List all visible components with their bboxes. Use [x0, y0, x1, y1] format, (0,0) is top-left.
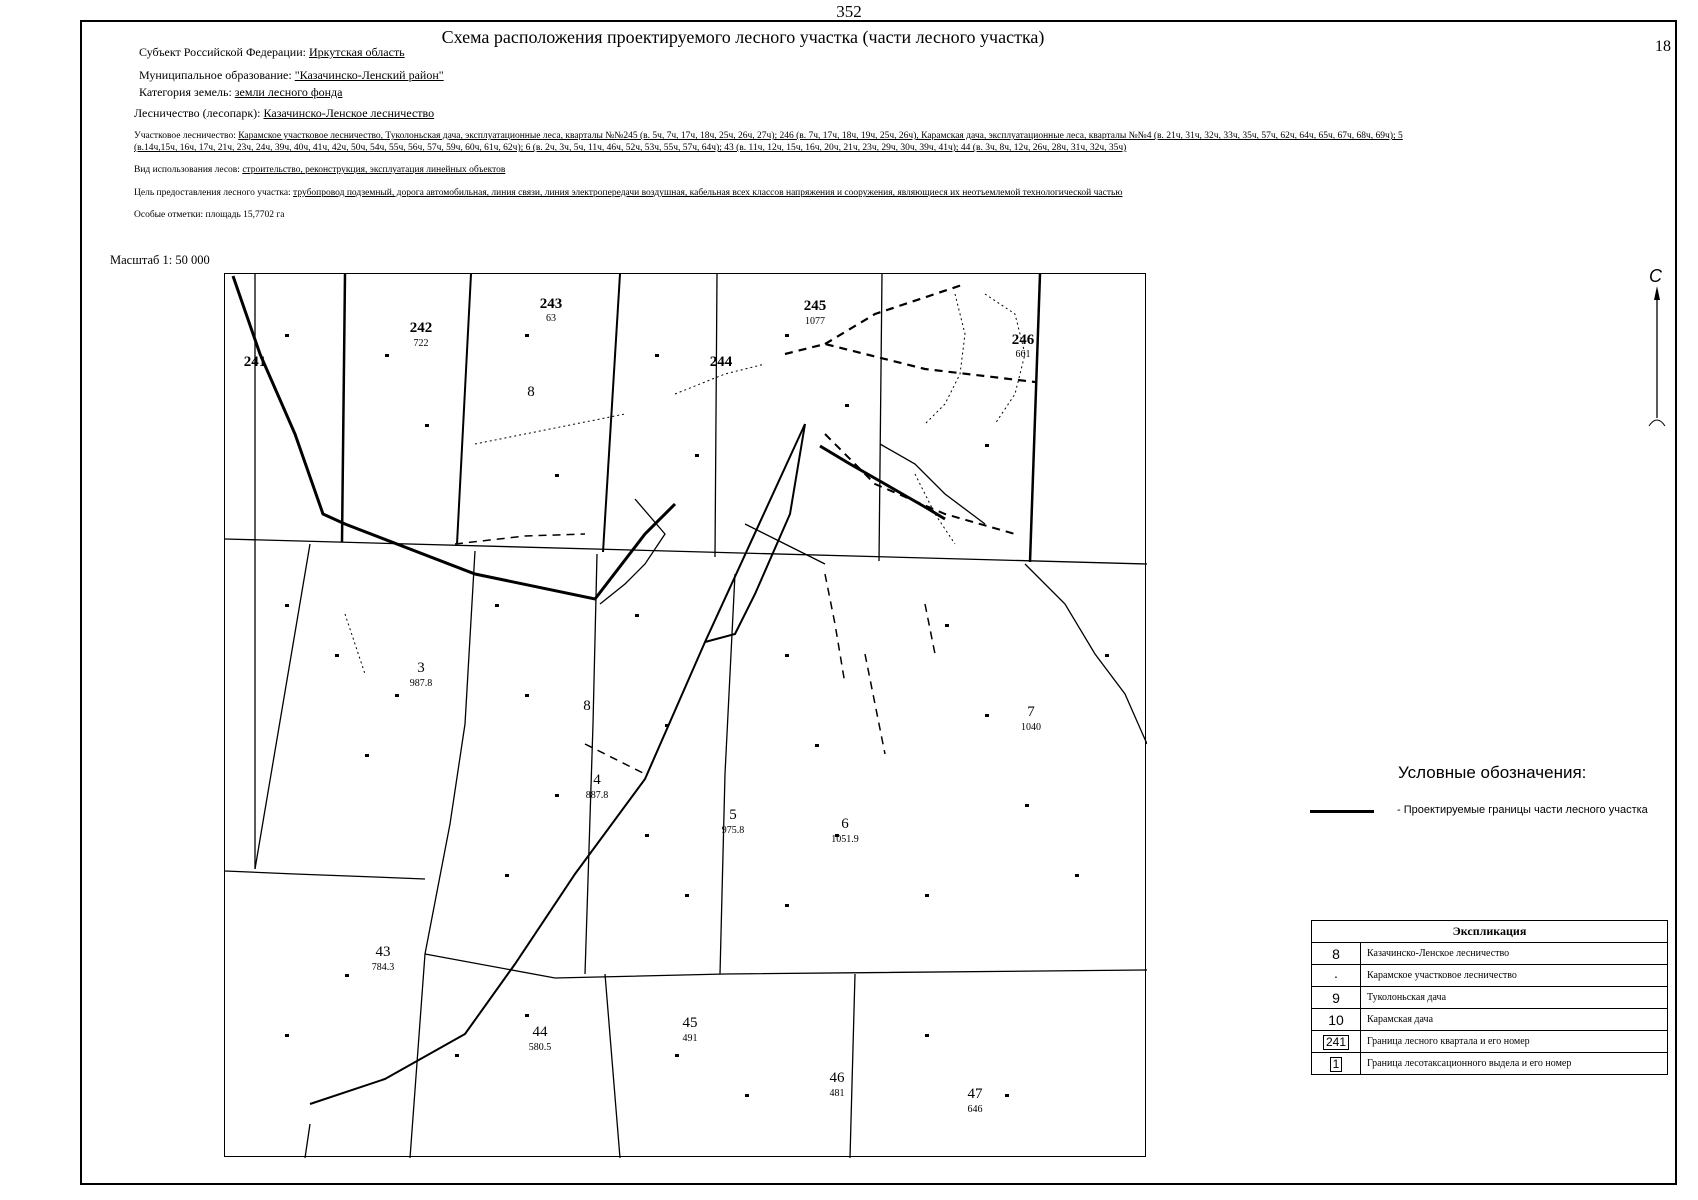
explication-row: [1312, 1031, 1668, 1053]
label-q3: 3: [417, 660, 425, 676]
label-q47: 47: [967, 1086, 983, 1102]
municipal-row: [139, 68, 444, 83]
boundary-row-45: [425, 954, 1147, 978]
legend-title: Условные обозначения:: [1398, 763, 1587, 782]
explication-code: ·: [1312, 965, 1361, 987]
explication-row: [1312, 943, 1668, 965]
map-labels: [244, 296, 1041, 1115]
boundary-horizontal-bottom-dummy: [225, 871, 1147, 971]
label-q243: 243: [539, 296, 563, 312]
dashed-boundaries: [455, 284, 1035, 774]
boundary-45-46: [605, 974, 620, 1158]
label-q4a: 887.8: [585, 790, 609, 801]
explication-text: Граница лесного квартала и его номер: [1361, 1031, 1668, 1053]
land-category-label: Категория земель:: [139, 85, 232, 99]
explication-title: Экспликация: [1312, 921, 1668, 943]
label-q45: 45: [682, 1015, 698, 1031]
boundary-horizontal-mid: [225, 539, 1147, 564]
label-q6a: 1051.9: [831, 834, 859, 845]
label-q46: 46: [829, 1070, 845, 1086]
map-svg: [225, 274, 1147, 1158]
sheet-number: 18: [1655, 38, 1671, 55]
land-category-row: [139, 85, 342, 100]
use-row: [134, 165, 505, 175]
label-q44: 44: [532, 1024, 548, 1040]
district-label: Участковое лесничество:: [134, 131, 236, 141]
label-d8: 8: [583, 698, 591, 714]
explication-code-cell: [1312, 1053, 1361, 1075]
label-q245a: 1077: [805, 316, 825, 327]
district-row-1: [134, 131, 1403, 141]
label-q47a: 646: [967, 1104, 983, 1115]
subject-row: [139, 45, 405, 60]
explication-row: [1312, 1009, 1668, 1031]
label-q244: 244: [709, 354, 733, 370]
use-label: Вид использования лесов:: [134, 165, 240, 175]
purpose-value: трубопровод подземный, дорога автомобильная, линия связи, линия электропередачи воздушная, кабельная всех классов напряжения и сооружения, являющиеся их неотъемлемой технологической частью: [293, 188, 1123, 198]
explication-code: 10: [1312, 1009, 1361, 1031]
label-q46a: 481: [829, 1088, 845, 1099]
explication-row: [1312, 987, 1668, 1009]
forestry-row: [134, 106, 434, 121]
dotted-features: [345, 294, 1025, 674]
district-row-2: [134, 143, 1126, 153]
boundary-242-243: [457, 274, 471, 544]
subject-value: Иркутская область: [308, 45, 405, 59]
explication-code: 8: [1312, 943, 1361, 965]
map-marks: [285, 334, 1109, 1097]
explication-header-row: [1312, 921, 1668, 943]
projected-boundary: [233, 276, 945, 599]
label-q246: 246: [1011, 332, 1035, 348]
label-q242: 242: [409, 320, 433, 336]
label-q7a: 1040: [1021, 722, 1041, 733]
label-q6: 6: [841, 816, 849, 832]
notes-label: Особые отметки:: [134, 210, 204, 220]
municipal-value: "Казачинско-Ленский район": [294, 68, 444, 82]
label-d8-top: 8: [527, 384, 535, 400]
scale-label: Масштаб 1: 50 000: [110, 253, 210, 267]
explication-code: 1: [1330, 1057, 1343, 1072]
label-q43a: 784.3: [371, 962, 395, 973]
notes-row: [134, 210, 285, 220]
boundary-46-47: [850, 974, 855, 1158]
boundary-4-5: [585, 554, 597, 974]
explication-row: [1312, 1053, 1668, 1075]
label-q43: 43: [375, 944, 391, 960]
page-number: 352: [836, 2, 862, 21]
explication-code: 241: [1323, 1035, 1349, 1050]
boundary-q3-left: [255, 544, 310, 869]
boundary-3-4: [410, 551, 475, 1158]
boundary-246-right: [1030, 274, 1040, 562]
label-q242a: 722: [413, 338, 429, 349]
explication-code-cell: [1312, 1031, 1361, 1053]
label-q3a: 987.8: [409, 678, 433, 689]
label-q44a: 580.5: [528, 1042, 552, 1053]
legend-line-text: - Проектируемые границы части лесного участка: [1397, 804, 1648, 816]
north-arrow-icon: [1645, 268, 1669, 428]
use-value: строительство, реконструкция, эксплуатация линейных объектов: [242, 165, 506, 175]
explication-text: Карамское участковое лесничество: [1361, 965, 1668, 987]
purpose-label: Цель предоставления лесного участка:: [134, 188, 291, 198]
projected-boundary-thin: [310, 424, 805, 1104]
boundary-bottom-left: [305, 1124, 310, 1158]
page-title: Схема расположения проектируемого лесного участка (части лесного участка): [441, 27, 1045, 47]
subject-label: Субъект Российской Федерации:: [139, 45, 306, 59]
boundary-243-244: [603, 274, 620, 552]
label-q245: 245: [803, 298, 827, 314]
boundary-241-242: [342, 274, 345, 542]
boundary-q43-top: [225, 871, 425, 879]
land-category-value: земли лесного фонда: [234, 85, 343, 99]
label-q5: 5: [729, 807, 737, 823]
boundary-245-246: [879, 274, 882, 561]
boundary-diagonal-right: [1025, 564, 1147, 744]
label-q4: 4: [593, 772, 601, 788]
legend-line-sample: [1310, 810, 1374, 813]
explication-code: 9: [1312, 987, 1361, 1009]
explication-text: Граница лесотаксационного выдела и его номер: [1361, 1053, 1668, 1075]
district-value-line1: Карамское участковое лесничество, Туколоньская дача, эксплуатационные леса, кварталы №№245 (в. 5ч, 7ч, 17ч, 18ч, 25ч, 26ч, 27ч); 246 (в. 7ч, 17ч, 18ч, 19ч, 25ч, 26ч), Карамская дача, эксплуатационные леса, кварталы №№4 (в. 21ч, 31ч, 32ч, 33ч, 35ч, 57ч, 62ч, 64ч, 65ч, 67ч, 68ч, 69ч); 5: [238, 131, 1403, 141]
district-value-line2: (в.14ч,15ч, 16ч, 17ч, 21ч, 23ч, 24ч, 39ч, 40ч, 41ч, 42ч, 50ч, 54ч, 55ч, 56ч, 57ч, 59ч, 60ч, 61ч, 62ч); 6 (в. 2ч, 3ч, 5ч, 11ч, 46ч, 52ч, 53ч, 55ч, 57ч, 64ч); 43 (в. 11ч, 12ч, 15ч, 16ч, 20ч, 21ч, 23ч, 29ч, 30ч, 39ч, 41ч); 44 (в. 3ч, 8ч, 12ч, 26ч, 28ч, 31ч, 32ч, 35ч): [134, 143, 1127, 153]
purpose-row: [134, 188, 1122, 198]
forestry-value: Казачинско-Ленское лесничество: [263, 106, 435, 120]
explication-row: [1312, 965, 1668, 987]
label-q246a: 661: [1015, 349, 1031, 360]
explication-text: Карамская дача: [1361, 1009, 1668, 1031]
forest-map: [224, 273, 1146, 1157]
explication-text: Туколоньская дача: [1361, 987, 1668, 1009]
label-q243a: 63: [546, 313, 556, 324]
label-q5a: 975.8: [721, 825, 745, 836]
forestry-label: Лесничество (лесопарк):: [134, 106, 261, 120]
north-letter: С: [1649, 266, 1662, 286]
notes-value: площадь 15,7702 га: [205, 210, 285, 220]
label-q241: 241: [243, 354, 267, 370]
label-q45a: 491: [682, 1033, 698, 1044]
explication-text: Казачинско-Ленское лесничество: [1361, 943, 1668, 965]
label-q7: 7: [1027, 704, 1035, 720]
boundary-244-245: [715, 274, 717, 557]
explication-table: [1311, 920, 1668, 1075]
municipal-label: Муниципальное образование:: [139, 68, 292, 82]
